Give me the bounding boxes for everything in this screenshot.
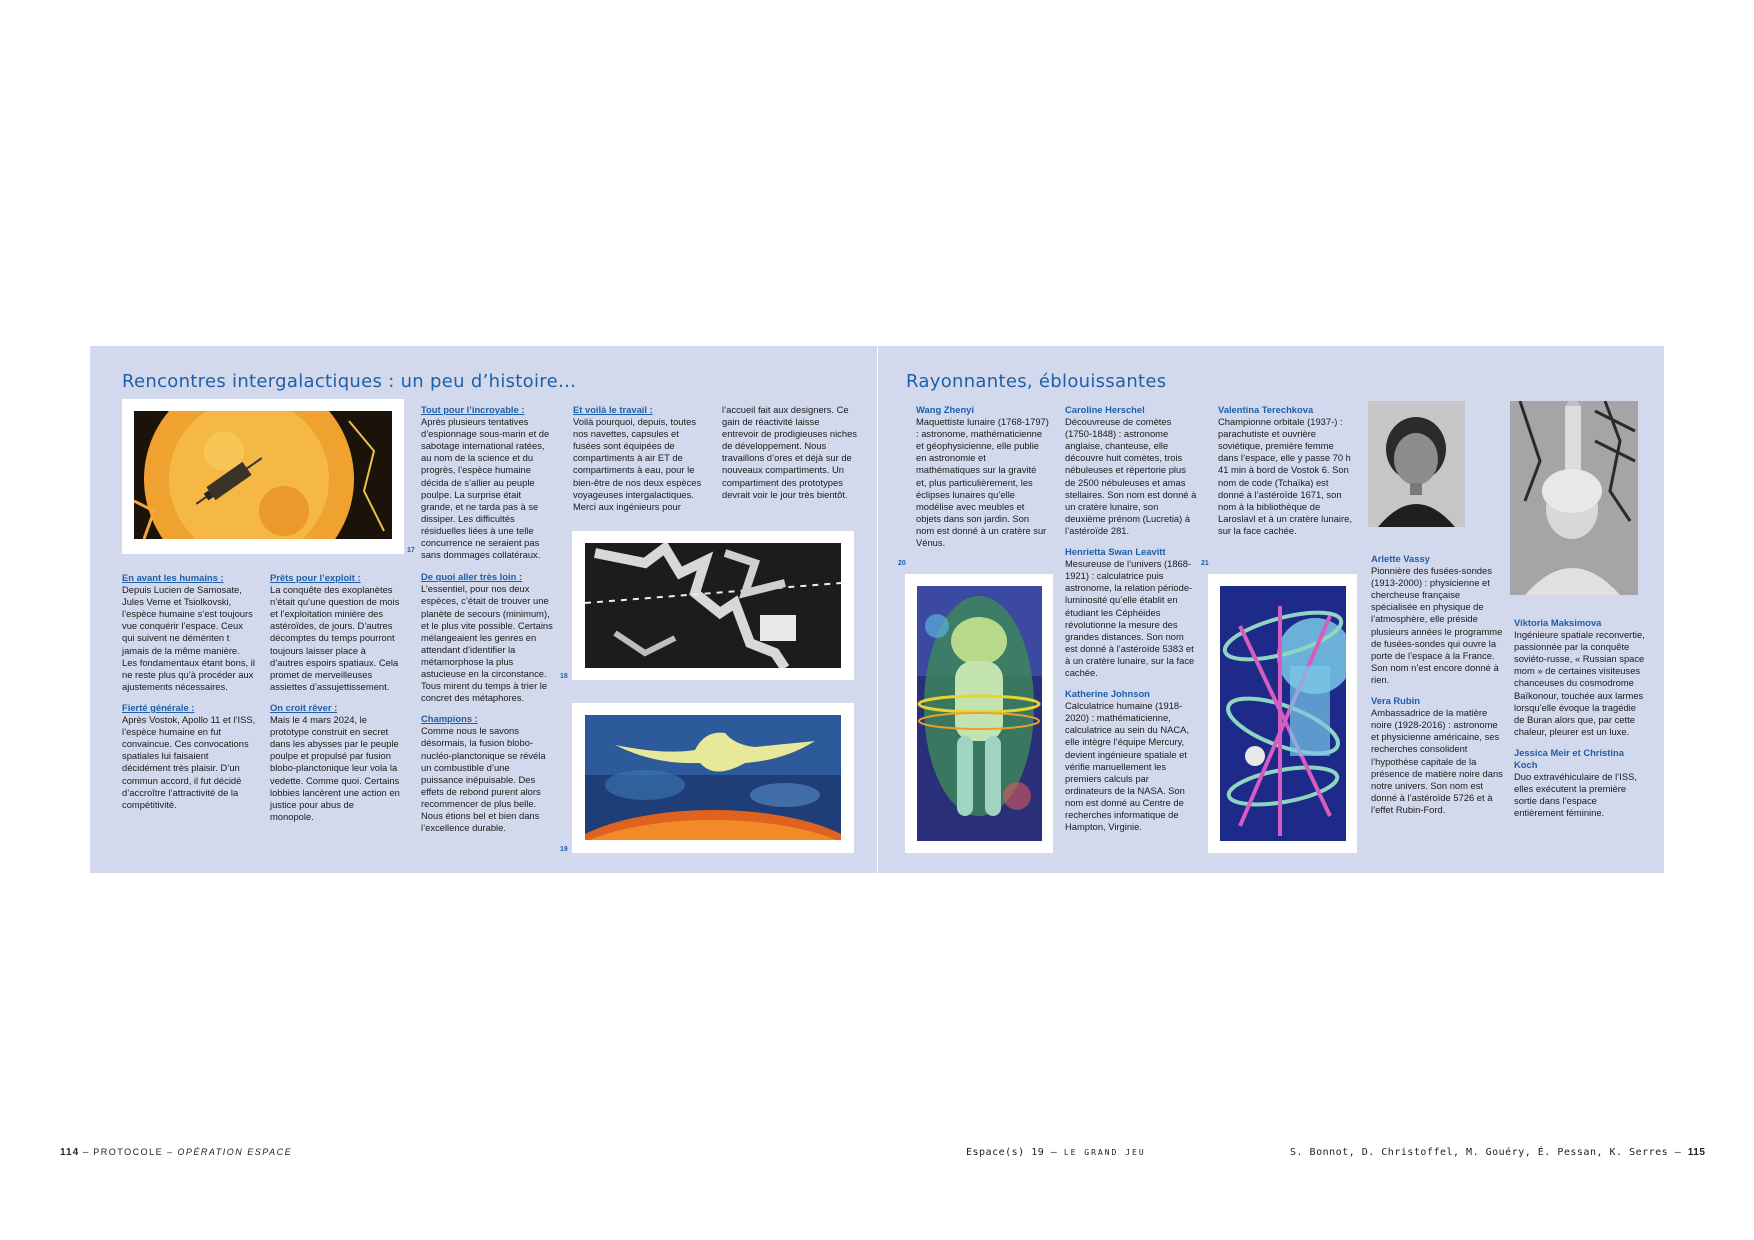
footer-left-section-italic: OPÉRATION ESPACE [177,1147,293,1157]
text-de-quoi: L’essentiel, pour nos deux espèces, c’était de trouver une planète de secours (minimum), et le plus vite possible. Certains mélangeaient les genres en attendant d’identifier la métamorphose la plus astucieuse en la circonstance. Tous mirent du temps à trier le concret des métaphores. [421,583,553,704]
text-katherine-johnson: Calculatrice humaine (1918-2020) : mathématicienne, calculatrice au sein du NACA, elle intègre l’équipe Mercury, devient ingénieure spatiale et vérifie manuellement les premiers calculs par ordinateurs de la NASA. Son nom est donné au Centre de recherches informatique de Hampton, Virginie. [1065,700,1190,833]
figure-number-17: 17 [407,547,415,554]
text-fierte: Après Vostok, Apollo 11 et l’ISS, l’espèce humaine en fut convaincue. Ces convocations spatiales lui faisaient décidément très plaisir. D’un commun accord, il fut décidé d’accroître l’attractivité de la compétitivité. [122,714,256,810]
left-col-2 [270,572,400,832]
figure-number-21: 21 [1201,560,1209,567]
heading-meir-koch: Jessica Meir et Christina Koch [1514,746,1624,771]
text-viktoria-maksimova: Ingénieure spatiale reconvertie, passionnée par la conquête soviéto-russe, « Russian space mom » de certaines visiteuses chanceuses du cosmodrome Baïkonour, touchée aux larmes lorsqu’elle évoque la tragédie de Buran alors que, par cette chaleur, pleurer est un luxe. [1514,629,1645,737]
heading-prets: Prêts pour l’exploit : [270,572,361,583]
text-meir-koch: Duo extravéhiculaire de l’ISS, elles exécutent la première sortie dans l’espace entièrement féminine. [1514,771,1637,819]
text-en-avant: Depuis Lucien de Samosate, Jules Verne et Tsiolkovski, l’espèce humaine s’est toujours vue conquérir l’espace. Ceux qui suivent ne démériten t jamais de la même manière. Les fondamentaux étant bons, il ne reste plus qu’à procéder aux ajustements nécessaires. [122,584,255,692]
figure-20-frame [905,574,1053,853]
right-col-1 [916,404,1049,558]
left-col-4 [573,404,708,522]
heading-champions: Champions : [421,713,478,725]
heading-en-avant: En avant les humains : [122,572,224,583]
heading-de-quoi: De quoi aller très loin : [421,571,523,583]
figure-19-artwork [585,715,841,840]
figure-19-frame [572,703,854,853]
footer-issue: LE GRAND JEU [1063,1148,1146,1157]
footer-center-separator: – [1050,1147,1058,1158]
heading-valentina-terechkova: Valentina Terechkova [1218,404,1314,415]
heading-caroline-herschel: Caroline Herschel [1065,404,1145,415]
footer-journal: Espace(s) 19 [966,1147,1045,1158]
heading-on-croit: On croit rêver : [270,701,338,713]
left-col-1 [122,572,257,820]
left-title: Rencontres intergalactiques : un peu d’histoire… [122,371,577,392]
text-et-voila: Voilà pourquoi, depuis, toutes nos navettes, capsules et fusées sont équipées de compartiments à air ET de compartiments à eau, pour le bien-être de nos deux espèces voyageuses intergalactiques. Merci aux ingénieurs pour [573,416,702,512]
right-col-5 [1514,617,1646,829]
viktoria-maksimova-photo [1510,401,1638,595]
heading-et-voila: Et voilà le travail : [573,404,653,415]
heading-tout-pour: Tout pour l’incroyable : [421,404,525,415]
figure-number-18: 18 [560,673,568,680]
footer-authors: S. Bonnot, D. Christoffel, M. Gouéry, É. Pessan, K. Serres – [1290,1147,1682,1158]
text-vera-rubin: Ambassadrice de la matière noire (1928-2016) : astronome et physicienne américaine, ses recherches consolident l’hypothèse capitale de la présence de matière noire dans notre univers. Son nom est donné à l’astéroïde 5726 et à l’effet Rubin-Ford. [1371,707,1503,815]
heading-viktoria-maksimova: Viktoria Maksimova [1514,617,1602,628]
heading-katherine-johnson: Katherine Johnson [1065,688,1150,700]
left-col-3 [421,404,553,843]
text-on-croit: Mais le 4 mars 2024, le prototype construit en secret dans les abysses par le peuple poulpe et propulsé par fusion blobo-planctonique leur vola la vedette. Comme quoi. Certains lobbies lancèrent une action en justice pour abus de monopole. [270,714,400,822]
figure-number-19: 19 [560,846,568,853]
figure-21-artwork [1220,586,1346,841]
figure-18-frame [572,531,854,680]
text-arlette-vassy: Pionnière des fusées-sondes (1913-2000) : physicienne et chercheuse française spécialisée en physique de l’atmosphère, elle préside plusieurs années le programme de fusées-sondes qui ouvre la porte de l’espace à la France. Son nom n’est encore donné à rien. [1371,565,1503,685]
right-page-number: 115 [1687,1147,1706,1158]
text-col5: l’accueil fait aux designers. Ce gain de réactivité laisse entrevoir de prodigieuses niches de développement. Nous travaillons d’ores et déjà sur de nouveaux compartiments. Un compartiment des prototypes devrait voir le jour très bientôt. [722,404,857,500]
figure-17-frame [122,399,404,554]
right-col-2 [1065,404,1198,842]
right-title: Rayonnantes, éblouissantes [906,371,1167,392]
right-col-4 [1371,553,1505,825]
text-valentina-terechkova: Championne orbitale (1937-) : parachutiste et ouvrière soviétique, première femme dans l’espace, elle y passe 70 h 41 min à bord de Vostok 6. Son nom de code (Tchaïka) est donné à l’astéroïde 1671, son nom à la bibliothèque de Laroslavl et à un cratère lunaire, sur la face cachée. [1218,416,1352,536]
footer-left [60,1147,292,1158]
figure-number-20: 20 [898,560,906,567]
heading-arlette-vassy: Arlette Vassy [1371,553,1430,564]
arlette-vassy-photo [1368,401,1465,527]
text-tout-pour: Après plusieurs tentatives d’espionnage sous-marin et de sabotage international ratées, au nom de la science et du progrès, l’espèce humaine décida de s’allier au peuple poulpe. La surprise était grande, et ne tarda pas à se dissiper. Les difficultés résiduelles liées à une telle concurrence ne seraient pas sans dommages collatéraux. [421,416,550,561]
footer-left-separator: – [82,1147,90,1158]
left-page-number: 114 [60,1147,80,1158]
figure-17-artwork [134,411,392,539]
heading-wang-zhenyi: Wang Zhenyi [916,404,974,415]
heading-henrietta-leavitt: Henrietta Swan Leavitt [1065,546,1166,558]
heading-vera-rubin: Vera Rubin [1371,695,1420,707]
text-champions: Comme nous le savons désormais, la fusion blobo-nucléo-planctonique se révéla un combustible d’une puissance inépuisable. Des effets de rebond purent alors recommencer de plus belle. Nous étions bel et bien dans l’excellence durable. [421,725,546,834]
footer-center [966,1147,1146,1158]
text-prets: La conquête des exoplanètes n’était qu’une question de mois et l’exploitation minière des astéroïdes, de jours. D’autres décomptes du temps pourront toujours laisser place à d’autres espoirs spatiaux. Cela promet de merveilleuses assiettes d’assujettissement. [270,584,400,692]
footer-left-section: PROTOCOLE – [93,1147,174,1157]
text-henrietta-leavitt: Mesureuse de l’univers (1868-1921) : calculatrice puis astronome, la relation période-luminosité qu’elle établit en étudiant les Céphéides révolutionne la mesure des grandes distances. Son nom est donné à l’astéroïde 5383 et à un cratère lunaire, sur la face cachée. [1065,558,1195,678]
figure-21-frame [1208,574,1357,853]
figure-20-artwork [917,586,1042,841]
figure-18-artwork [585,543,841,668]
text-wang-zhenyi: Maquettiste lunaire (1768-1797) : astronome, mathématicienne et géophysicienne, elle publie en astronomie et mathématiques sur la gravité et, plus particulièrement, les éclipses lunaires qu’elle modélise avec meubles et objets dans son jardin. Son nom est donné à un cratère sur Vénus. [916,416,1049,549]
heading-fierte: Fierté générale : [122,701,195,713]
footer-right [1290,1147,1705,1158]
text-caroline-herschel: Découvreuse de comètes (1750-1848) : astronome anglaise, chanteuse, elle découvre huit comètes, trois nébuleuses et répertorie plus de 2500 nébuleuses et amas stellaires. Son nom est donné à un cratère lunaire, son deuxième prénom (Lucretia) à l’astéroïde 281. [1065,416,1197,536]
left-col-5 [722,404,857,510]
right-col-3 [1218,404,1352,546]
